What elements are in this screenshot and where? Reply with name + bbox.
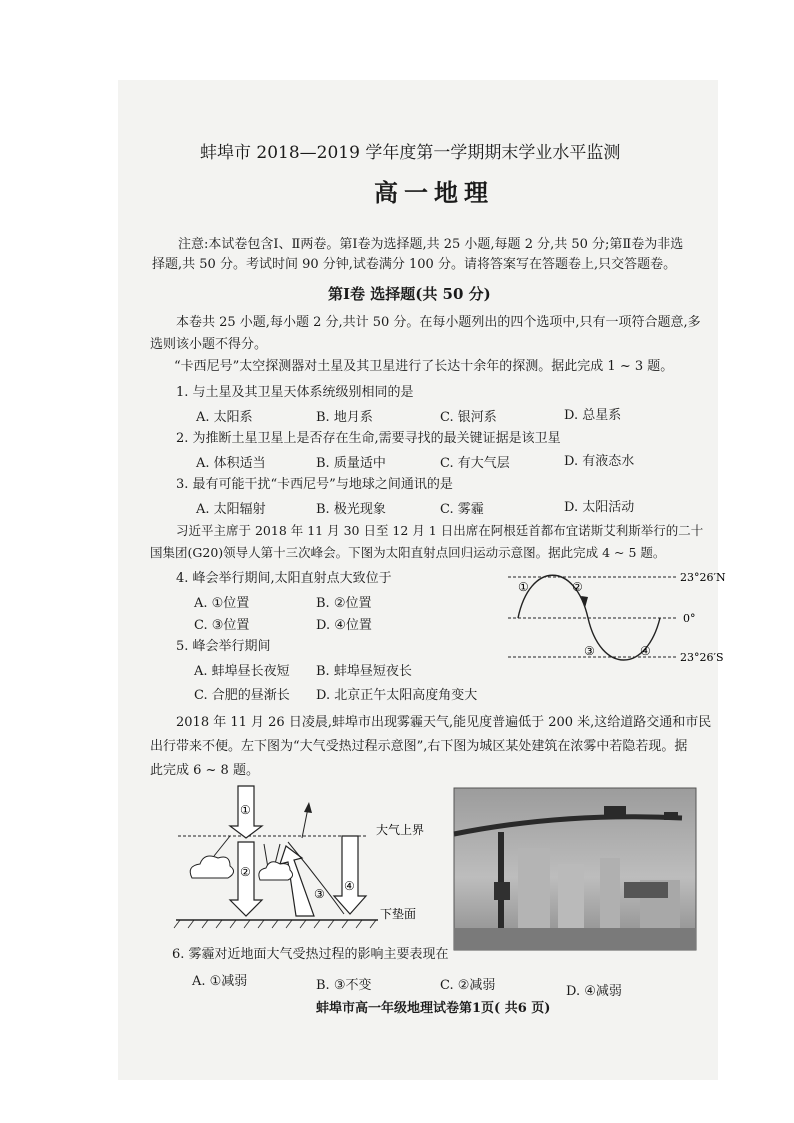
q2-option-c: C. 有大气层 xyxy=(440,456,510,471)
exam-title: 蚌埠市 2018—2019 学年度第一学期期末学业水平监测 xyxy=(200,143,621,163)
arrow-3-label: ③ xyxy=(314,887,325,901)
arrow-1-label: ① xyxy=(240,803,251,817)
road-sign xyxy=(624,882,668,898)
arrow-2-label: ② xyxy=(240,865,251,879)
atmosphere-top-label: 大气上界 xyxy=(376,823,425,837)
q1-option-c: C. 银河系 xyxy=(440,410,497,425)
q1-option-d: D. 总星系 xyxy=(564,408,622,423)
q4-option-b: B. ②位置 xyxy=(316,596,372,611)
q2-option-b: B. 质量适中 xyxy=(316,456,386,471)
upward-escape-arrowhead xyxy=(304,802,312,813)
q3-option-a: A. 太阳辐射 xyxy=(196,502,266,517)
subject-title: 高一地理 xyxy=(374,178,494,207)
atmospheric-counter-radiation-arrow-4 xyxy=(334,836,366,914)
q5-option-c: C. 合肥的昼渐长 xyxy=(194,688,290,703)
group2-intro-2: 国集团(G20)领导人第十三次峰会。下图为太阳直射点回归运动示意图。据此完成 4 ~ 5 题。 xyxy=(150,545,666,560)
ground-reradiation-arrow-3 xyxy=(280,846,314,916)
equator-label: 0° xyxy=(683,612,696,625)
position-3-label: ③ xyxy=(584,644,595,658)
notice-line-1: 注意:本试卷包含Ⅰ、Ⅱ两卷。第Ⅰ卷为选择题,共 25 小题,每题 2 分,共 50 分;第Ⅱ卷为非选 xyxy=(178,237,684,252)
traffic-light-box xyxy=(604,806,626,816)
group3-intro-1: 2018 年 11 月 26 日凌晨,蚌埠市出现雾霾天气,能见度普遍低于 200 米,这给道路交通和市民 xyxy=(176,715,712,730)
ground-hatching xyxy=(174,920,376,928)
group1-intro: “卡西尼号”太空探测器对土星及其卫星进行了长达十余年的探测。据此完成 1 ~ 3 题。 xyxy=(174,359,674,374)
position-2-label: ② xyxy=(572,580,583,594)
sun-direct-point-diagram xyxy=(500,566,726,670)
q3-option-b: B. 极光现象 xyxy=(316,502,386,517)
section-instructions-2: 选则该小题不得分。 xyxy=(150,337,268,352)
q4-option-d: D. ④位置 xyxy=(316,618,372,633)
north-tropic-label: 23°26′N xyxy=(680,571,726,584)
q6-option-d: D. ④减弱 xyxy=(566,984,622,999)
q6-option-b: B. ③不变 xyxy=(316,978,372,993)
q3-option-d: D. 太阳活动 xyxy=(564,500,635,515)
q3-option-c: C. 雾霾 xyxy=(440,502,484,517)
hazy-building-3 xyxy=(600,858,620,928)
position-1-label: ① xyxy=(518,580,529,594)
q6-option-a: A. ①减弱 xyxy=(192,974,248,989)
q2-option-a: A. 体积适当 xyxy=(196,456,266,471)
group2-intro-1: 习近平主席于 2018 年 11 月 30 日至 12 月 1 日出席在阿根廷首都布宜诺斯艾利斯举行的二十 xyxy=(176,523,704,538)
upward-escape-arrow xyxy=(302,808,308,838)
foggy-city-photo xyxy=(454,788,696,950)
curve-arrowhead xyxy=(581,596,588,608)
road-surface xyxy=(454,928,696,950)
position-4-label: ④ xyxy=(640,644,651,658)
section-heading: 第Ⅰ卷 选择题(共 50 分) xyxy=(328,285,491,303)
reflected-ray-arrow xyxy=(214,836,230,856)
south-tropic-label: 23°26′S xyxy=(680,651,724,664)
q1-option-a: A. 太阳系 xyxy=(196,410,253,425)
q2-stem: 2. 为推断土星卫星上是否存在生命,需要寻找的最关键证据是该卫星 xyxy=(176,431,561,446)
page-footer: 蚌埠市高一年级地理试卷第1页( 共6 页) xyxy=(316,1001,551,1016)
hazy-building-1 xyxy=(518,848,550,928)
traffic-light-box-2 xyxy=(664,812,678,820)
group3-intro-3: 此完成 6 ~ 8 题。 xyxy=(150,763,259,778)
atmosphere-heating-diagram xyxy=(168,778,448,932)
q4-stem: 4. 峰会举行期间,太阳直射点大致位于 xyxy=(176,571,392,586)
q5-stem: 5. 峰会举行期间 xyxy=(176,639,271,654)
notice-line-2: 择题,共 50 分。考试时间 90 分钟,试卷满分 100 分。请将答案写在答题卷上,只交答题卷。 xyxy=(152,257,677,272)
q5-option-a: A. 蚌埠昼长夜短 xyxy=(194,664,290,679)
group3-intro-2: 出行带来不便。左下图为“大气受热过程示意图”,右下图为城区某处建筑在浓雾中若隐若现。据 xyxy=(150,739,688,754)
q5-option-b: B. 蚌埠昼短夜长 xyxy=(316,664,412,679)
cloud-right-icon xyxy=(259,862,293,880)
q2-option-d: D. 有液态水 xyxy=(564,454,635,469)
signal-head xyxy=(494,882,510,900)
cloud-left-icon xyxy=(190,856,233,878)
q4-option-c: C. ③位置 xyxy=(194,618,250,633)
ground-surface-label: 下垫面 xyxy=(380,907,417,921)
arrow-4-label: ④ xyxy=(344,879,355,893)
section-instructions-1: 本卷共 25 小题,每小题 2 分,共计 50 分。在每小题列出的四个选项中,只有一项符合题意,多 xyxy=(176,315,701,330)
q1-option-b: B. 地月系 xyxy=(316,410,373,425)
q3-stem: 3. 最有可能干扰“卡西尼号”与地球之间通讯的是 xyxy=(176,477,453,492)
ground-radiation-arrow-2 xyxy=(230,842,262,916)
hazy-building-2 xyxy=(558,864,584,928)
q6-stem: 6. 雾霾对近地面大气受热过程的影响主要表现在 xyxy=(172,947,449,962)
q4-option-a: A. ①位置 xyxy=(194,596,250,611)
q5-option-d: D. 北京正午太阳高度角变大 xyxy=(316,688,478,703)
q6-option-c: C. ②减弱 xyxy=(440,978,496,993)
q1-stem: 1. 与土星及其卫星天体系统级别相同的是 xyxy=(176,385,414,400)
